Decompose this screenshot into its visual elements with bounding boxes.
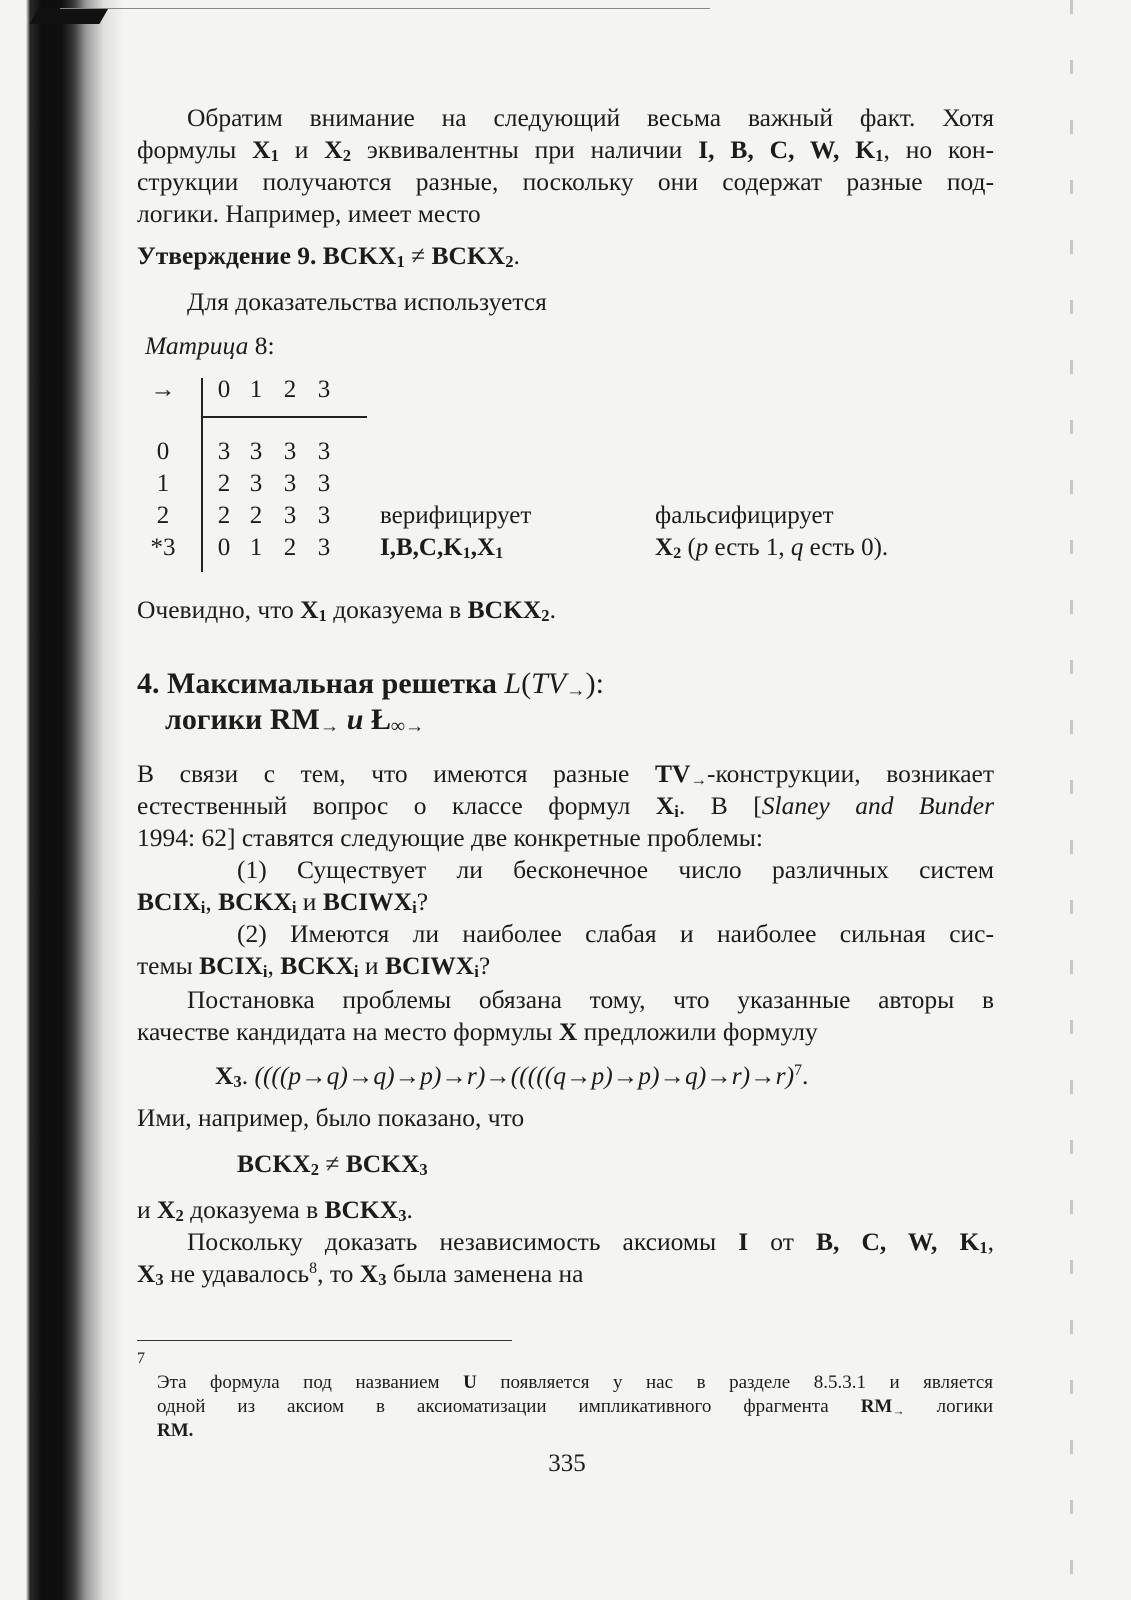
para3-line3: 1994: 62] ставятся следующие две конкретные проблемы:: [137, 823, 764, 852]
matrix-horizontal-rule: [201, 416, 367, 418]
matrix-cell: 3: [283, 470, 297, 497]
matrix-cell: 2: [249, 502, 263, 529]
matrix-row-label: 2: [156, 502, 170, 529]
para3-line2: естественный вопрос о классе формул $X_i$. В [Slaney and Bunder: [137, 791, 994, 821]
obvious-line: Очевидно, что $X_1$ доказуема в $BCKX_2$.: [137, 595, 556, 625]
matrix-row-label: 0: [156, 438, 170, 465]
problem2-line2: темы $BCIX_i$, $BCKX_i$ и $BCIWX_i$?: [137, 951, 491, 981]
page: [137, 0, 997, 1600]
problem2-line1: (2) Имеются ли наиболее слабая и наиболее сильная сис-: [237, 919, 994, 948]
section-heading-line1: 4. Максимальная решетка $L(TV_\to)$:: [137, 667, 604, 701]
footnote-rule: [137, 1340, 512, 1341]
matrix-cell: 3: [317, 534, 331, 561]
book-spine-shadow: [0, 0, 124, 1600]
matrix-col-header: 3: [317, 376, 331, 403]
matrix-8: [137, 376, 997, 576]
para6: и $X_2$ доказуема в $BCKX_3$.: [137, 1195, 413, 1225]
footnote-line1: Эта формула под названием U появляется у нас в разделе 8.5.3.1 и является: [157, 1372, 993, 1393]
para3-line1: В связи с тем, что имеются разные $TV_\to$-конструкции, возникает: [137, 759, 994, 789]
matrix-caption: Матрица 8:: [145, 331, 275, 360]
para1-line1: Обратим внимание на следующий весьма важный факт. Хотя: [187, 103, 994, 132]
matrix-cell: 3: [317, 502, 331, 529]
para7-line2: $X_3$ не удавалось$^8$, то $X_3$ была заменена на: [137, 1259, 584, 1289]
matrix-cell: 3: [317, 438, 331, 465]
matrix-cell: 3: [217, 438, 231, 465]
para1-line3: струкции получаются разные, поскольку они содержат разные под-: [137, 167, 994, 196]
para7-line1: Поскольку доказать независимость аксиомы I от B, C, W, $K_1$,: [187, 1227, 995, 1257]
footnote-line3: RM.: [157, 1420, 194, 1441]
claim: Утверждение 9. $BCKX_1$ ≠ $BCKX_2$.: [137, 241, 520, 271]
matrix-cell: 1: [249, 534, 263, 561]
para1-line2: формулы $X_1$ и $X_2$ эквивалентны при наличии I, B, C, W, $K_1$, но кон-: [137, 135, 994, 165]
matrix-cell: 3: [249, 470, 263, 497]
para5: Ими, например, было показано, что: [137, 1103, 525, 1132]
matrix-row-label: *3: [150, 534, 176, 561]
footnote-mark: 7: [137, 1350, 145, 1367]
para4-line2: качестве кандидата на место формулы X предложили формулу: [137, 1017, 818, 1046]
matrix-col-header: 2: [283, 376, 297, 403]
page-number: 335: [548, 1450, 586, 1477]
spine-corner: [29, 8, 108, 24]
verifies-value: $I,B,C,K_1,X_1$: [380, 534, 504, 562]
problem1-line2: $BCIX_i$, $BCKX_i$ и $BCIWX_i$?: [137, 887, 429, 917]
para1-line4: логики. Например, имеет место: [137, 199, 481, 228]
formula-x3: $X_3$. $((((p\to q)\to q)\to p)\to r)\to(((((q\to p)\to p)\to q)\to r)\to r)^7$.: [215, 1061, 809, 1091]
matrix-cell: 3: [283, 438, 297, 465]
matrix-cell: 0: [217, 534, 231, 561]
problem1-line1: (1) Существует ли бесконечное число различных систем: [237, 855, 994, 884]
scan-right-edge: [1070, 0, 1073, 1600]
neq-line: $BCKX_2$ ≠ $BCKX_3$: [237, 1149, 428, 1179]
footnote-line2: одной из аксиом в аксиоматизации импликативного фрагмента $RM_\to$ логики: [157, 1396, 994, 1418]
matrix-row-label: 1: [156, 470, 170, 497]
section-heading-line2: логики $RM_\to$ и $Ł_{\infty\to}$: [165, 703, 425, 737]
matrix-vertical-rule: [201, 378, 203, 572]
falsifies-value: $X_2$ (p есть 1, q есть 0).: [655, 534, 889, 562]
para2: Для доказательства используется: [187, 287, 547, 316]
verifies-label: верифицирует: [380, 502, 532, 529]
matrix-cell: 2: [283, 534, 297, 561]
matrix-cell: 2: [217, 502, 231, 529]
matrix-cell: 3: [283, 502, 297, 529]
matrix-arrow: →: [150, 376, 176, 403]
matrix-col-header: 1: [249, 376, 263, 403]
matrix-cell: 3: [317, 470, 331, 497]
matrix-col-header: 0: [217, 376, 231, 403]
falsifies-label: фальсифицирует: [655, 502, 834, 529]
matrix-cell: 2: [217, 470, 231, 497]
para4-line1: Постановка проблемы обязана тому, что указанные авторы в: [187, 985, 994, 1014]
matrix-cell: 3: [249, 438, 263, 465]
